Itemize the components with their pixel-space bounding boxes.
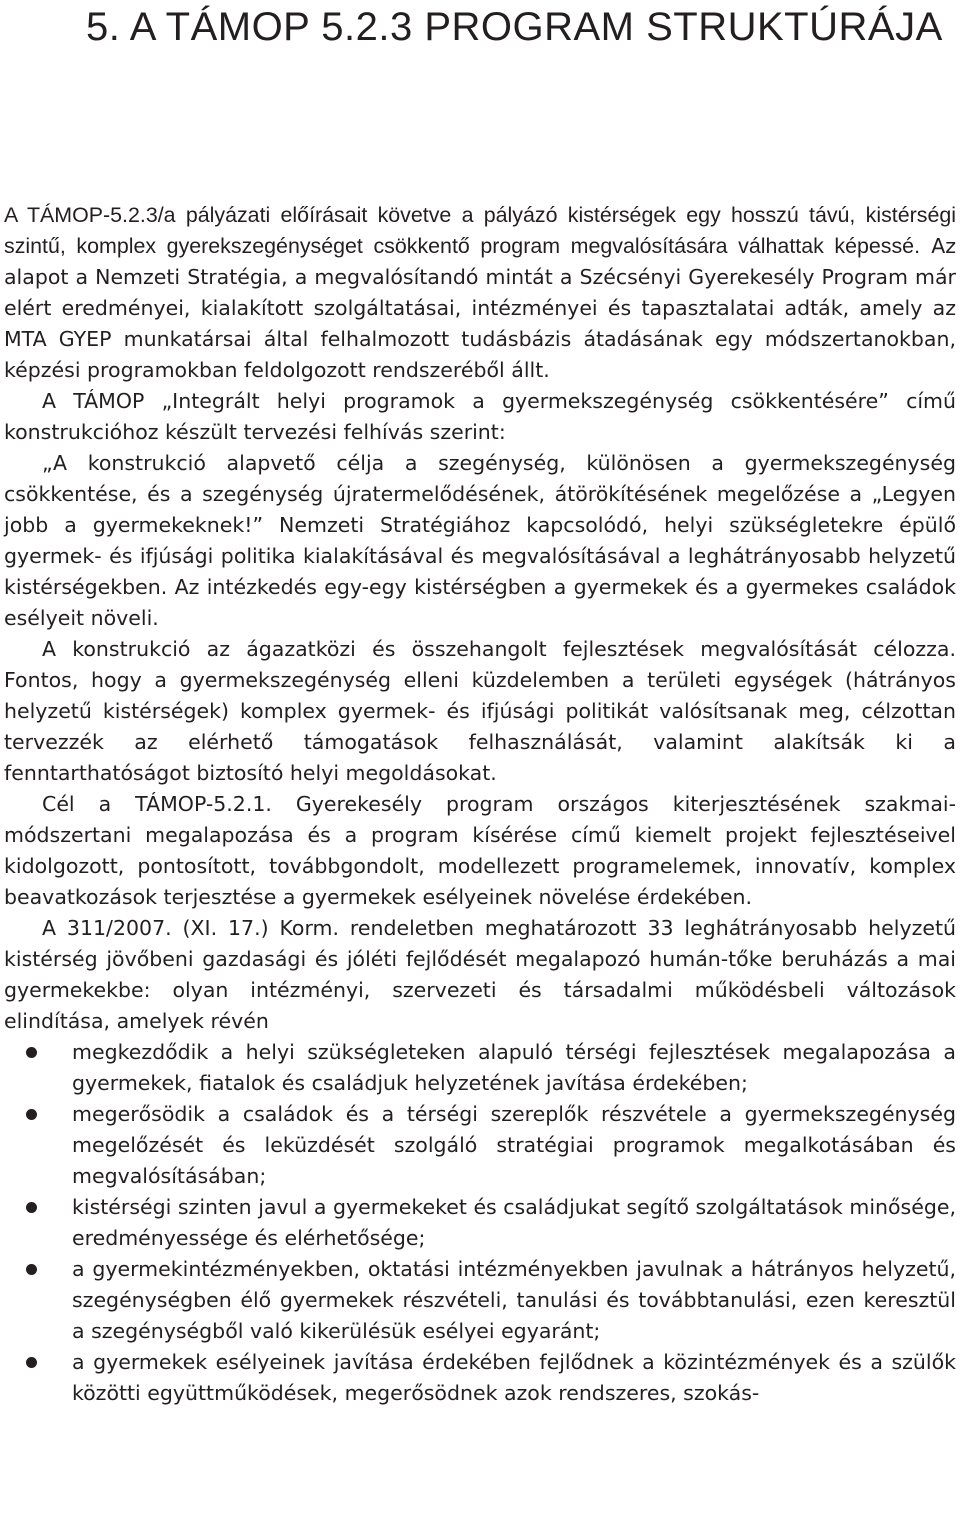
intro-continuation-text: Az alapot a Nemzeti Stratégia, a megvalósítandó mintát a Szécsényi Gyerekesély Program már elért eredményei, kialakított szolgáltatásai, intézményei és tapasztalatai adták, amely az MTA GYEP munkatársai által felhalmozott tudásbázis átadásának egy módszertanokban, képzési programokban feldolgozott rendszeréből állt.: [4, 234, 956, 382]
outcome-bullet-list: [4, 1037, 956, 1409]
bullet-text: megkezdődik a helyi szükségleteken alapuló térségi fejlesztések megalapozása a gyermekek, fiatalok és családjuk helyzetének javítása érdekében;: [72, 1040, 956, 1095]
paragraph-intro: [4, 200, 956, 386]
paragraph-objective: Cél a TÁMOP-5.2.1. Gyerekesély program országos kiterjesztésének szakmai-módszertani megalapozása és a program kísérése című kiemelt projekt fejlesztéseivel kidolgozott, pontosított, továbbgondolt, modellezett programelemek, innovatív, komplex beavatkozások terjesztése a gyermekek esélyeinek növelése érdekében.: [4, 792, 956, 909]
page-title: 5. A TÁMOP 5.2.3 PROGRAM STRUKTÚRÁJA: [86, 5, 943, 49]
body-text: [4, 200, 956, 1409]
bullet-text: a gyermekek esélyeinek javítása érdekében fejlődnek a közintézmények és a szülők közötti együttműködések, megerősödnek azok rendszeres, szokás-: [72, 1350, 956, 1405]
paragraph-call-reference: A TÁMOP „Integrált helyi programok a gyermekszegénység csökkentésére” című konstrukcióhoz készült tervezési felhívás szerint:: [4, 389, 956, 444]
bullet-text: a gyermekintézményekben, oktatási intézményekben javulnak a hátrányos helyzetű, szegénységben élő gyermekek részvételi, tanulási és továbbtanulási, ezen keresztül a szegénységből való kikerülésük esélyei egyaránt;: [72, 1257, 956, 1343]
bullet-item: [4, 1254, 956, 1347]
bullet-dot-icon: [26, 1047, 37, 1058]
bullet-text: megerősödik a családok és a térségi szereplők részvétele a gyermekszegénység megelőzését és leküzdését szolgáló stratégiai programok megalkotásában és megvalósításában;: [72, 1102, 956, 1188]
bullet-dot-icon: [26, 1357, 37, 1368]
bullet-dot-icon: [26, 1109, 37, 1120]
bullet-text: kistérségi szinten javul a gyermekeket és családjukat segítő szolgáltatások minősége, eredményessége és elérhetősége;: [72, 1195, 956, 1250]
paragraph-construction-aim: A konstrukció az ágazatközi és összehangolt fejlesztések megvalósítását célozza. Fontos, hogy a gyermekszegénység elleni küzdelemben a területi egységek (hátrányos helyzetű kistérségek) komplex gyermek- és ifjúsági politikát valósítsanak meg, célzottan tervezzék az elérhető támogatások felhasználását, valamint alakítsák ki a fenntarthatóságot biztosító helyi megoldásokat.: [4, 637, 956, 785]
bullet-dot-icon: [26, 1202, 37, 1213]
bullet-item: [4, 1037, 956, 1099]
bullet-item: [4, 1192, 956, 1254]
bullet-item: [4, 1099, 956, 1192]
bullet-item: [4, 1347, 956, 1409]
paragraph-quote-goal: „A konstrukció alapvető célja a szegénység, különösen a gyermekszegénység csökkentése, és a szegénység újratermelődésének, átörökítésének megelőzése a „Legyen jobb a gyermekeknek!” Nemzeti Stratégiához kapcsolódó, helyi szükségletekre épülő gyermek- és ifjúsági politika kialakításával és megvalósításával a leghátrányosabb helyzetű kistérségekben. Az intézkedés egy-egy kistérségben a gyermekek és a gyermekes családok esélyeit növeli.: [4, 451, 956, 630]
bullet-dot-icon: [26, 1264, 37, 1275]
intro-lead-text: A TÁMOP-5.2.3/a pályázati előírásait követve a pályázó kistérségek egy hosszú távú, kistérségi szintű, komplex gyerekszegénységet csökkentő program megvalósítására válhattak képessé.: [4, 203, 956, 258]
paragraph-regulation: A 311/2007. (XI. 17.) Korm. rendeletben meghatározott 33 leghátrányosabb helyzetű kistérség jövőbeni gazdasági és jóléti fejlődését megalapozó humán-tőke beruházás a mai gyermekekbe: olyan intézményi, szervezeti és társadalmi működésbeli változások elindítása, amelyek révén: [4, 916, 956, 1033]
